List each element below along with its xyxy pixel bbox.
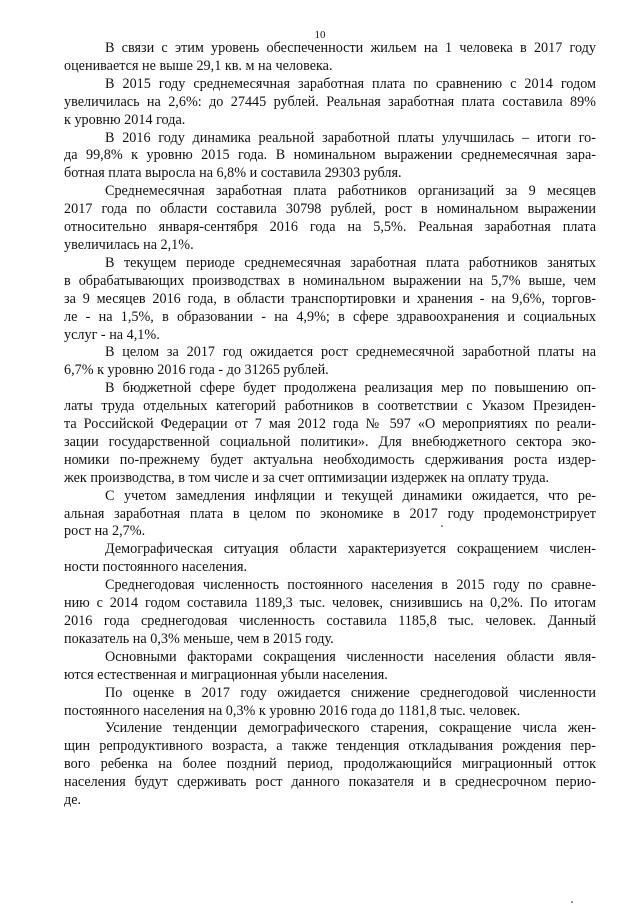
text-line: населения будут сдерживать рост данного показателя и в среднесрочном перио- xyxy=(64,774,596,791)
text-line: В 2015 году среднемесячная заработная плата по сравнению с 2014 годом xyxy=(105,75,596,92)
text-line: увеличилась на 2,6%: до 27445 рублей. Реальная заработная плата составила 89% xyxy=(64,93,596,110)
text-line: В 2016 году динамика реальной заработной платы улучшилась – итоги го- xyxy=(105,129,596,146)
text-line: В целом за 2017 год ожидается рост среднемесячной заработной платы на xyxy=(105,344,596,361)
text-line: номики по-прежнему будет актуальна необходимость сдерживания роста издер- xyxy=(64,451,596,468)
text-line: В текущем периоде среднемесячная заработная плата работников занятых xyxy=(105,254,596,271)
text-line: рост на 2,7%. xyxy=(64,523,146,540)
page-number: 10 xyxy=(314,29,326,41)
text-line: услуг - на 4,1%. xyxy=(64,326,160,343)
paragraph-population-2015-2016 xyxy=(64,577,596,649)
paragraph-aging xyxy=(64,720,596,810)
paragraph-wage-2015 xyxy=(64,76,596,130)
text-line: ле - на 1,5%, в образовании - на 4,9%; в сфере здравоохранения и социальных xyxy=(64,308,596,325)
text-line: относительно января-сентября 2016 года на 5,5%. Реальная заработная плата xyxy=(64,219,596,236)
text-line: в обрабатывающих производствах в номинальном выражении на 5,7% выше, чем xyxy=(64,272,596,289)
text-line: увеличилась на 2,1%. xyxy=(64,236,194,253)
text-line: Среднемесячная заработная плата работников организаций за 9 месяцев xyxy=(105,183,596,200)
text-line: В связи с этим уровень обеспеченности жильем на 1 человека в 2017 году xyxy=(105,40,596,56)
paragraph-demography xyxy=(64,541,596,577)
text-line: латы труда отдельных категорий работников в соответствии с Указом Президен- xyxy=(64,398,596,415)
text-line: 2017 года по области составила 30798 рублей, рост в номинальном выражении xyxy=(64,201,596,218)
text-line: ются естественная и миграционная убыли населения. xyxy=(64,666,388,683)
text-line: жек производства, в том числе и за счет оптимизации издержек на оплату труда. xyxy=(64,469,550,486)
text-line: щин репродуктивного возраста, а также тенденция откладывания рождения пер- xyxy=(64,738,596,755)
text-line: нию с 2014 годом составила 1189,3 тыс. человек, снизившись на 0,2%. По итогам xyxy=(64,595,596,612)
text-line: В бюджетной сфере будет продолжена реализация мер по повышению оп- xyxy=(105,380,596,397)
document-body xyxy=(64,40,596,810)
paragraph-wage-2017-forecast xyxy=(64,344,596,380)
scan-speck xyxy=(441,525,443,527)
paragraph-decline-factors xyxy=(64,649,596,685)
text-line: к уровню 2014 года. xyxy=(64,111,186,128)
text-line: Основными факторами сокращения численности населения области явля- xyxy=(105,648,596,665)
text-line: зации государственной социальной политики». Для внебюджетного сектора эко- xyxy=(64,433,596,450)
text-line: показатель на 0,3% меньше, чем в 2015 году. xyxy=(64,630,334,647)
paragraph-housing xyxy=(64,40,596,76)
text-line: оценивается не выше 29,1 кв. м на человека. xyxy=(64,57,333,74)
text-line: постоянного населения на 0,3% к уровню 2016 года до 1181,8 тыс. человек. xyxy=(64,702,521,719)
text-line: вого ребенка на более поздний период, продолжающийся миграционный отток xyxy=(64,756,596,773)
text-line: да 99,8% к уровню 2015 года. В номинальном выражении среднемесячная зара- xyxy=(64,147,596,164)
text-line: Среднегодовая численность постоянного населения в 2015 году по сравне- xyxy=(105,577,596,594)
text-line: По оценке в 2017 году ожидается снижение среднегодовой численности xyxy=(105,684,596,701)
paragraph-wage-sectors xyxy=(64,255,596,345)
text-line: де. xyxy=(64,792,82,809)
text-line: 6,7% к уровню 2016 года - до 31265 рублей. xyxy=(64,362,329,379)
paragraph-population-2017 xyxy=(64,685,596,721)
paragraph-wage-2016 xyxy=(64,130,596,184)
scan-speck xyxy=(571,901,573,903)
text-line: Демографическая ситуация области характеризуется сокращением числен- xyxy=(105,541,596,558)
text-line: 2016 года среднегодовая численность составила 1185,8 тыс. человек. Данный xyxy=(64,613,596,629)
text-line: Усиление тенденции демографического старения, сокращение числа жен- xyxy=(105,720,596,737)
text-line: альная заработная плата в целом по экономике в 2017 году продемонстрирует xyxy=(64,505,596,522)
text-line: ботная плата выросла на 6,8% и составила 29303 рубля. xyxy=(64,165,402,182)
text-line: та Российской Федерации от 7 мая 2012 года № 597 «О мероприятиях по реали- xyxy=(64,416,596,433)
text-line: С учетом замедления инфляции и текущей динамики ожидается, что ре- xyxy=(105,487,596,504)
text-line: за 9 месяцев 2016 года, в области транспортировки и хранения - на 9,6%, торгов- xyxy=(64,290,596,307)
paragraph-budget-sphere xyxy=(64,380,596,487)
paragraph-wage-9-months xyxy=(64,183,596,255)
paragraph-real-wage-forecast xyxy=(64,488,596,542)
text-line: ности постоянного населения. xyxy=(64,559,248,576)
